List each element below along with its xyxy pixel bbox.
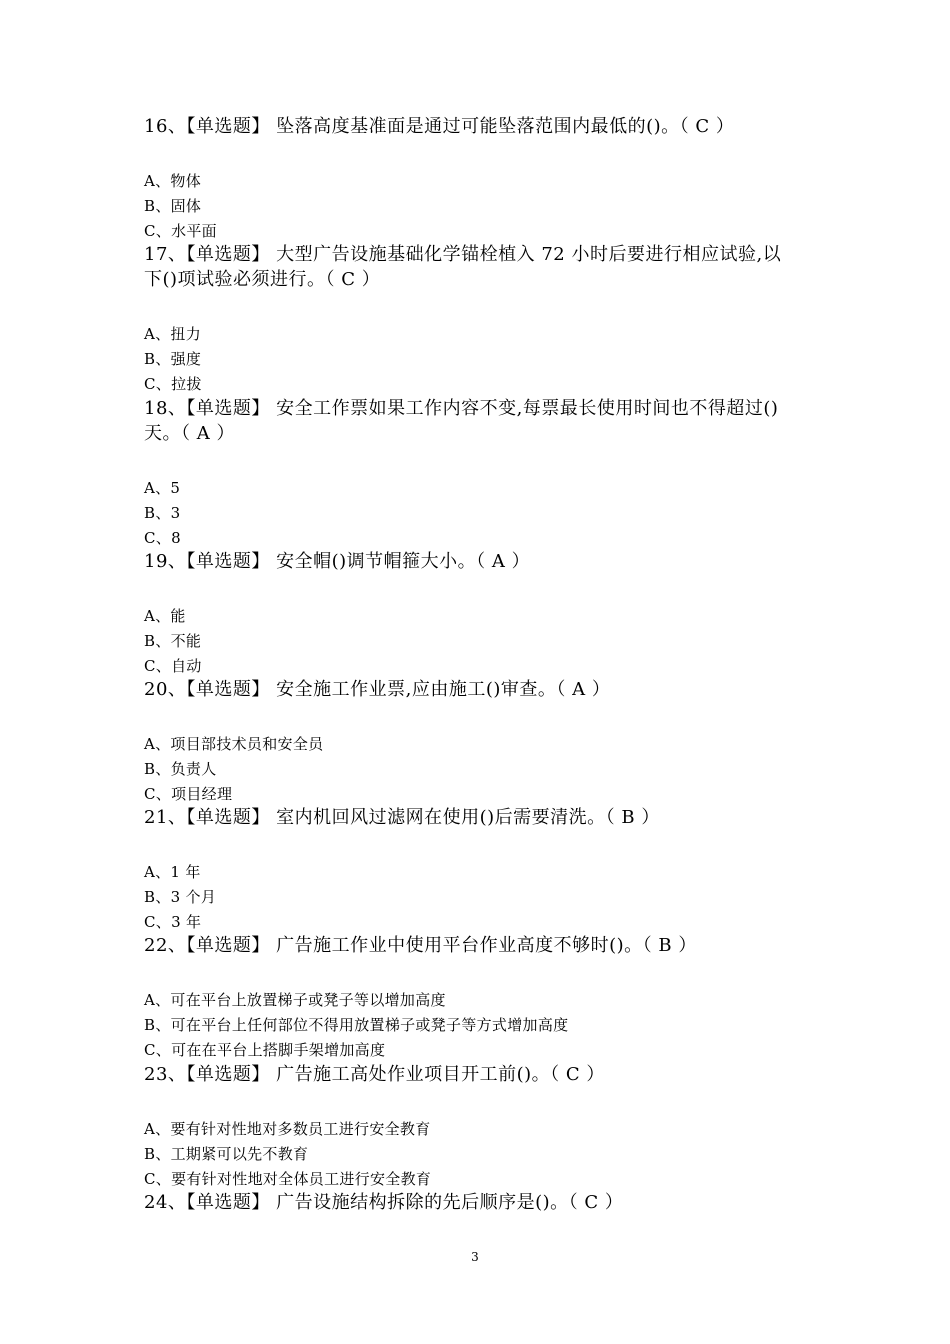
option-a: A、要有针对性地对多数员工进行安全教育 (144, 1120, 431, 1138)
option-b: B、工期紧可以先不教育 (144, 1145, 309, 1163)
option-b: B、负责人 (144, 760, 217, 778)
option-a: A、5 (144, 479, 181, 497)
question-text: 22、【单选题】 广告施工作业中使用平台作业高度不够时()。（ B ） (144, 935, 697, 956)
option-c: C、8 (144, 529, 181, 547)
question-text: 23、【单选题】 广告施工高处作业项目开工前()。（ C ） (144, 1064, 605, 1085)
page-number: 3 (471, 1250, 479, 1264)
option-b: B、强度 (144, 350, 202, 368)
question-text: 20、【单选题】 安全施工作业票,应由施工()审查。（ A ） (144, 679, 611, 700)
question-18 (144, 396, 824, 446)
question-17 (144, 242, 824, 292)
question-text: 16、【单选题】 坠落高度基准面是通过可能坠落范围内最低的()。（ C ） (144, 116, 735, 137)
option-b: B、可在平台上任何部位不得用放置梯子或凳子等方式增加高度 (144, 1016, 569, 1034)
option-c: C、自动 (144, 657, 202, 675)
option-c: C、要有针对性地对全体员工进行安全教育 (144, 1170, 432, 1188)
question-text: 21、【单选题】 室内机回风过滤网在使用()后需要清洗。（ B ） (144, 807, 660, 828)
option-a: A、可在平台上放置梯子或凳子等以增加高度 (144, 991, 446, 1009)
option-b: B、固体 (144, 197, 202, 215)
question-text: 17、【单选题】 大型广告设施基础化学锚栓植入 72 小时后要进行相应试验,以 (144, 244, 782, 265)
option-a: A、1 年 (144, 863, 201, 881)
question-21 (144, 805, 824, 830)
question-24 (144, 1190, 824, 1215)
option-c: C、水平面 (144, 222, 217, 240)
option-c: C、3 年 (144, 913, 202, 931)
option-b: B、3 个月 (144, 888, 217, 906)
option-b: B、3 (144, 504, 181, 522)
option-b: B、不能 (144, 632, 202, 650)
question-text-cont: 下()项试验必须进行。（ C ） (144, 269, 381, 290)
question-19 (144, 549, 824, 574)
question-16 (144, 114, 824, 139)
option-a: A、扭力 (144, 325, 202, 343)
option-a: A、项目部技术员和安全员 (144, 735, 324, 753)
option-c: C、可在在平台上搭脚手架增加高度 (144, 1041, 386, 1059)
question-20 (144, 677, 824, 702)
question-text-cont: 天。（ A ） (144, 423, 235, 444)
question-text: 24、【单选题】 广告设施结构拆除的先后顺序是()。（ C ） (144, 1192, 624, 1213)
option-a: A、能 (144, 607, 186, 625)
question-text: 18、【单选题】 安全工作票如果工作内容不变,每票最长使用时间也不得超过() (144, 398, 779, 419)
question-22 (144, 933, 824, 958)
option-a: A、物体 (144, 172, 202, 190)
question-text: 19、【单选题】 安全帽()调节帽箍大小。（ A ） (144, 551, 531, 572)
option-c: C、项目经理 (144, 785, 233, 803)
option-c: C、拉拔 (144, 375, 202, 393)
question-23 (144, 1062, 824, 1087)
